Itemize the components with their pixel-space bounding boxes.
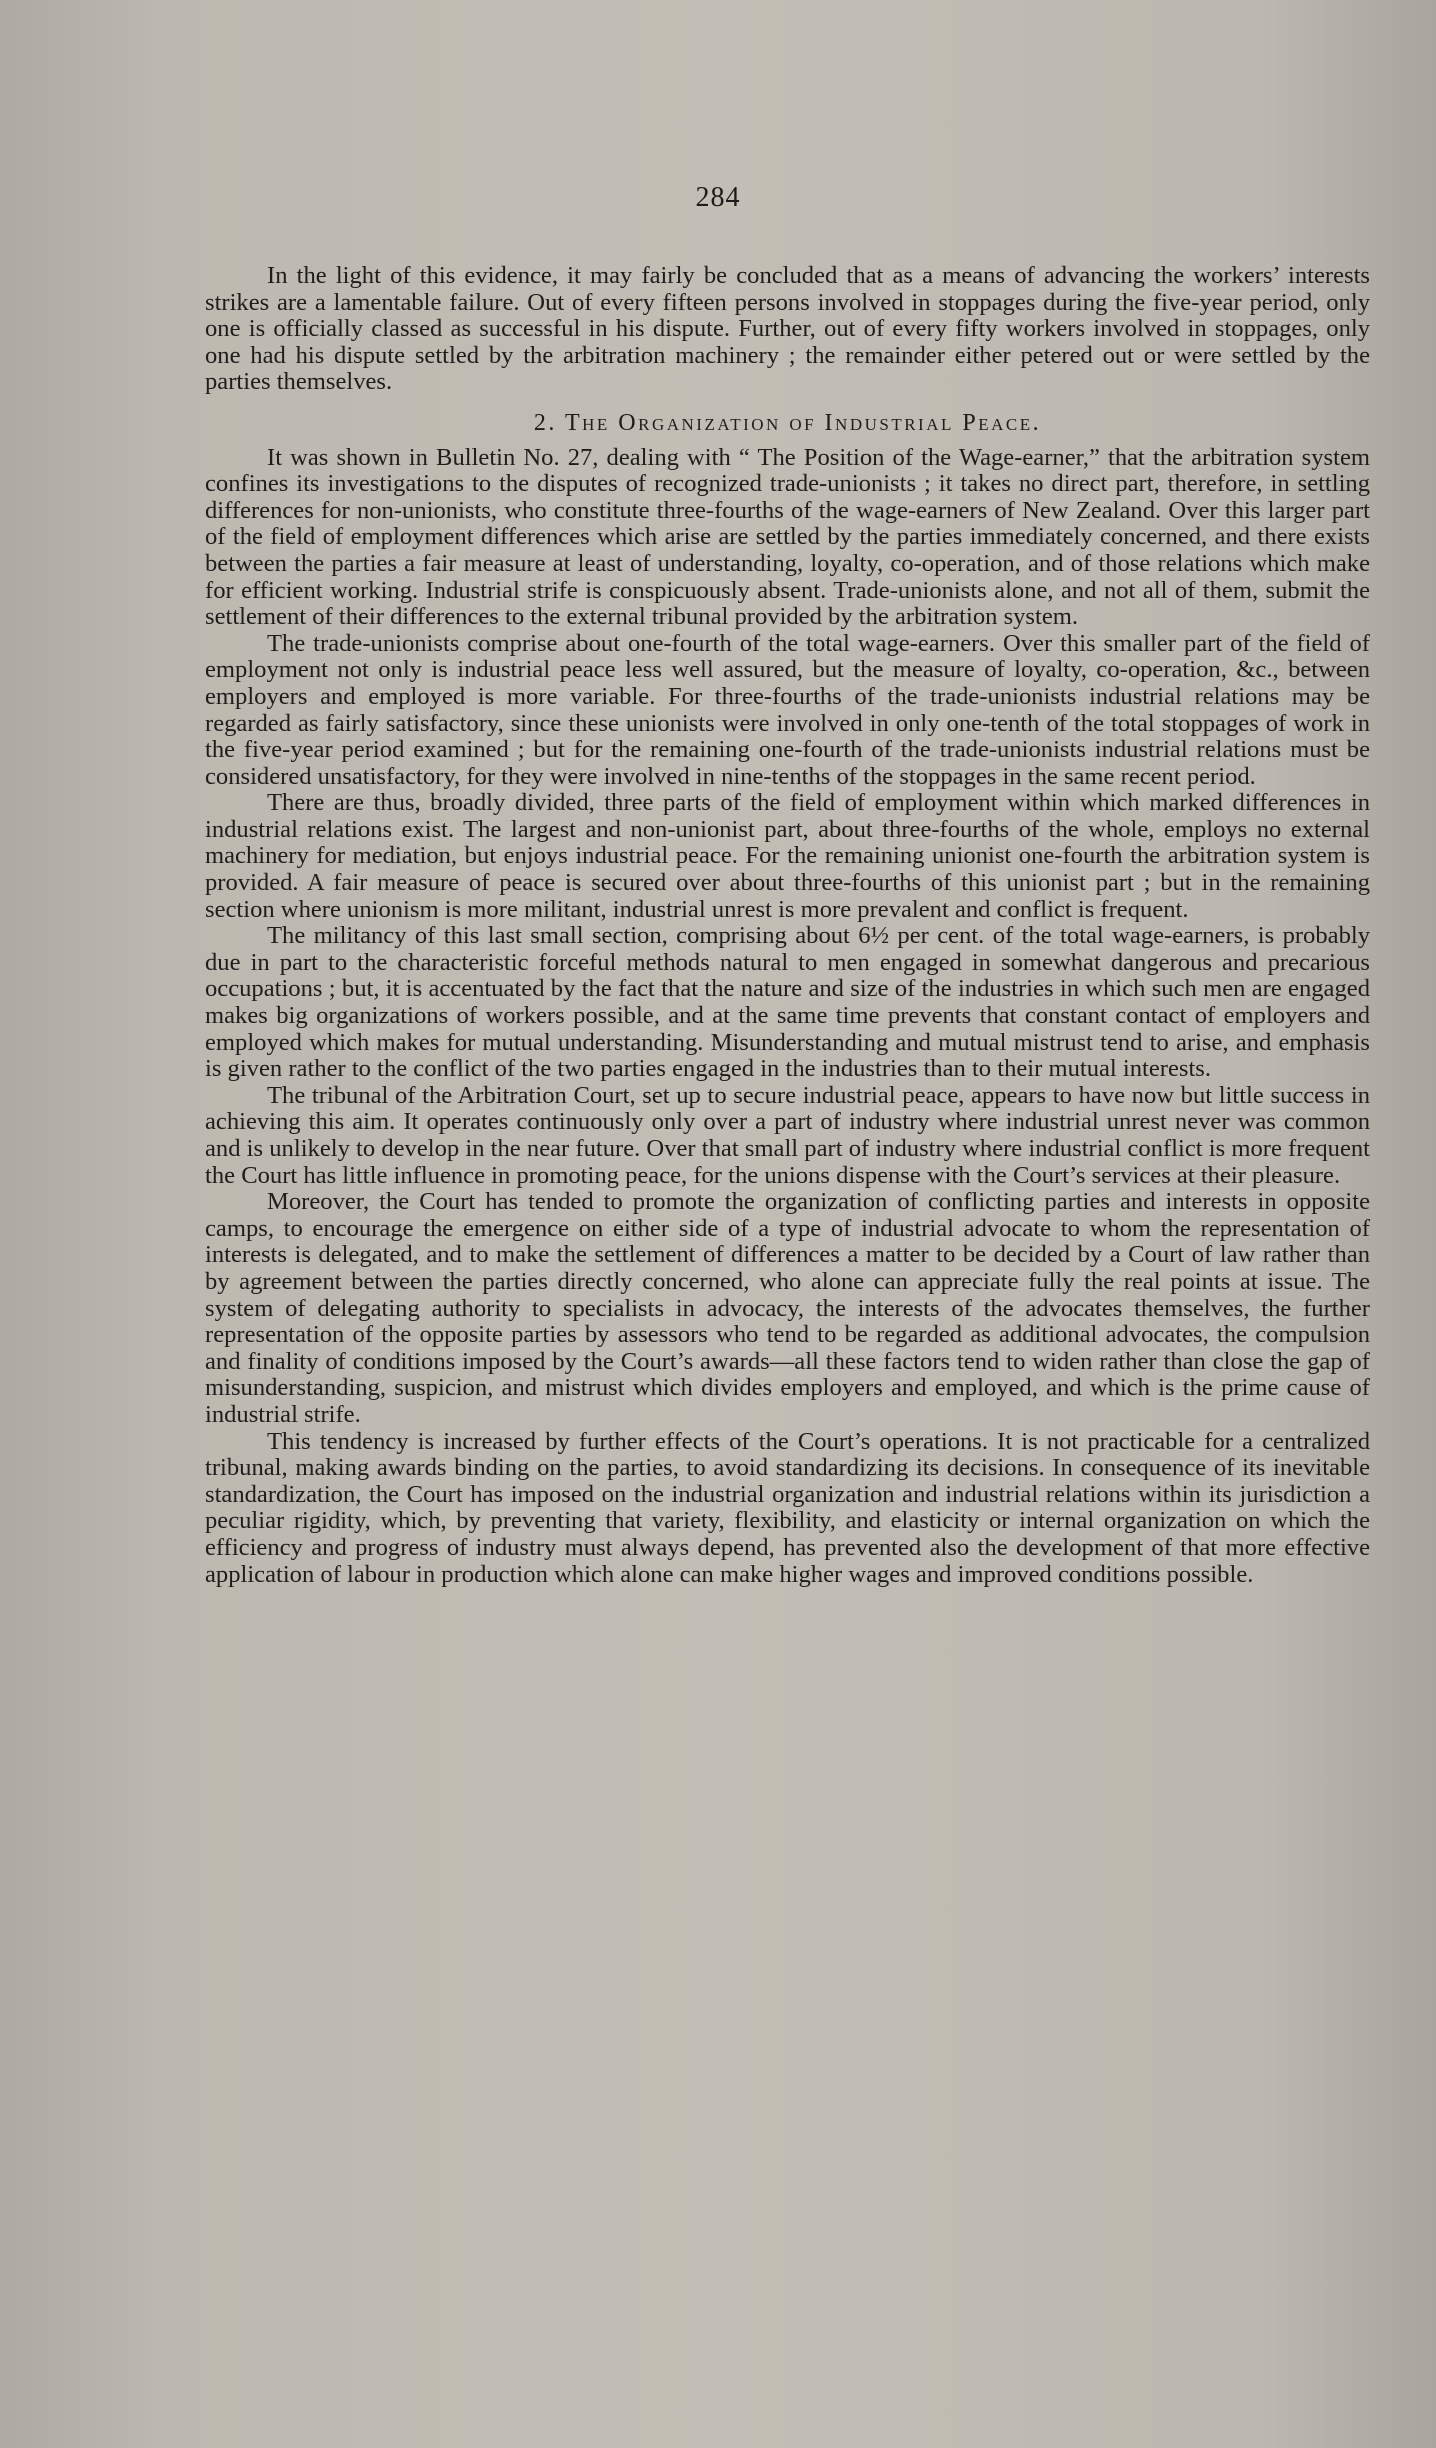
body-text [205,263,1370,1588]
paragraph: Moreover, the Court has tended to promote the organization of conflicting parties and interests in opposite camps, to encourage the emergence on either side of a type of industrial advocate to whom the representation of interests is delegated, and to make the settlement of differences a matter to be decided by a Court of law rather than by agreement between the parties directly concerned, who alone can appreciate fully the real points at issue. The system of delegating authority to specialists in advocacy, the interests of the advocates themselves, the further representation of the opposite parties by assessors who tend to be regarded as additional advocates, the compulsion and finality of conditions imposed by the Court’s awards—all these factors tend to widen rather than close the gap of misunderstanding, suspicion, and mistrust which divides employers and employed, and which is the prime cause of industrial strife. [205,1188,1370,1428]
paragraph: The militancy of this last small section, comprising about 6½ per cent. of the total wage-earners, is probably due in part to the characteristic forceful methods natural to men engaged in somewhat dangerous and precarious occupations ; but, it is accentuated by the fact that the nature and size of the industries in which such men are engaged makes big organizations of workers possible, and at the same time prevents that constant contact of employers and employed which makes for mutual understanding. Misunderstanding and mutual mistrust tend to arise, and emphasis is given rather to the conflict of the two parties engaged in the industries than to their mutual interests. [205,922,1370,1083]
paragraph: There are thus, broadly divided, three parts of the field of employment within which marked differences in industrial relations exist. The largest and non-unionist part, about three-fourths of the whole, employs no external machinery for mediation, but enjoys industrial peace. For the remaining unionist one-fourth the arbitration system is provided. A fair measure of peace is secured over about three-fourths of this unionist part ; but in the remaining section where unionism is more militant, industrial unrest is more prevalent and conflict is frequent. [205,789,1370,923]
paragraph-intro: In the light of this evidence, it may fairly be concluded that as a means of advancing the workers’ interests strikes are a lamentable failure. Out of every fifteen persons involved in stoppages during the five-year period, only one is officially classed as successful in his dispute. Further, out of every fifty workers involved in stoppages, only one had his dispute settled by the arbitration machinery ; the remainder either petered out or were settled by the parties themselves. [205,262,1370,396]
paragraph: The trade-unionists comprise about one-fourth of the total wage-earners. Over this smaller part of the field of employment not only is industrial peace less well assured, but the measure of loyalty, co-operation, &c., between employers and employed is more variable. For three-fourths of the trade-unionists industrial relations may be regarded as fairly satisfactory, since these unionists were involved in only one-tenth of the total stoppages of work in the five-year period examined ; but for the remaining one-fourth of the trade-unionists industrial relations must be considered unsatisfactory, for they were involved in nine-tenths of the stoppages in the same recent period. [205,629,1370,790]
paragraph: It was shown in Bulletin No. 27, dealing with “ The Position of the Wage-earner,” that the arbitration system confines its investigations to the disputes of recognized trade-unionists ; it takes no direct part, therefore, in settling differences for non-unionists, who constitute three-fourths of the wage-earners of New Zealand. Over this larger part of the field of employment differences which arise are settled by the parties immediately concerned, and there exists between the parties a fair measure at least of understanding, loyalty, co-operation, and of those relations which make for efficient working. Industrial strife is conspicuously absent. Trade-unionists alone, and not all of them, submit the settlement of their differences to the external tribunal provided by the arbitration system. [205,443,1370,631]
paragraph: This tendency is increased by further effects of the Court’s operations. It is not practicable for a centralized tribunal, making awards binding on the parties, to avoid standardizing its decisions. In consequence of its inevitable standardization, the Court has imposed on the industrial organization and industrial relations within its jurisdiction a peculiar rigidity, which, by preventing that variety, flexibility, and elasticity or internal organization on which the efficiency and progress of industry must always depend, has prevented also the development of that more effective application of labour in production which alone can make higher wages and improved conditions possible. [205,1427,1370,1588]
page-number: 284 [695,182,741,213]
paragraph: The tribunal of the Arbitration Court, set up to secure industrial peace, appears to have now but little success in achieving this aim. It operates continuously only over a part of industry where industrial unrest never was common and is unlikely to develop in the near future. Over that small part of industry where industrial conflict is more frequent the Court has little influence in promoting peace, for the unions dispense with the Court’s services at their pleasure. [205,1081,1370,1189]
section-heading: 2. The Organization of Industrial Peace. [533,409,1042,436]
